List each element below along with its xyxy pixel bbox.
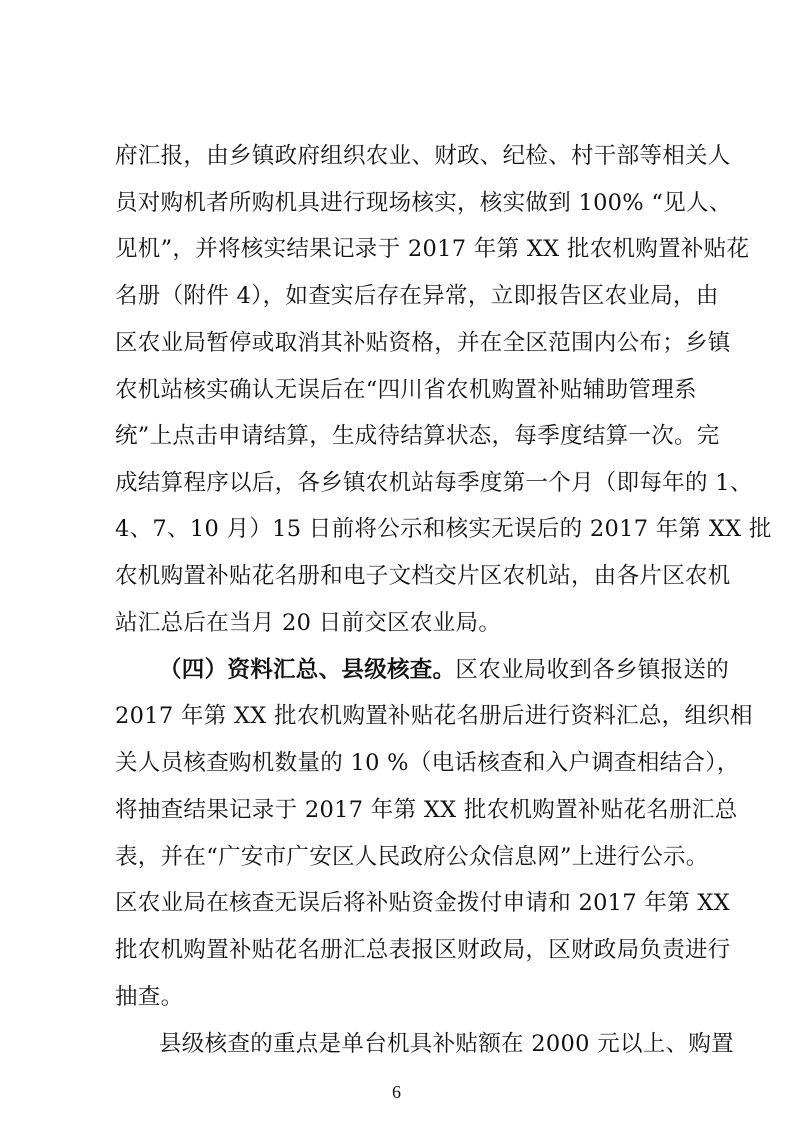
paragraph-1-line-2: 员对购机者所购机具进行现场核实，核实做到 100% “见人、 xyxy=(115,190,732,216)
paragraph-1-line-5: 区农业局暂停或取消其补贴资格，并在全区范围内公布；乡镇 xyxy=(115,330,731,356)
paragraph-2-line-1 xyxy=(159,650,730,690)
paragraph-2-line-7: 批农机购置补贴花名册汇总表报区财政局，区财政局负责进行 xyxy=(115,937,731,963)
paragraph-3-line-1: 县级核查的重点是单台机具补贴额在 2000 元以上、购置 xyxy=(159,1031,734,1057)
paragraph-1-line-6: 农机站核实确认无误后在“四川省农机购置补贴辅助管理系 xyxy=(115,377,697,403)
paragraph-2-line-5: 表，并在“广安市广安区人民政府公众信息网”上进行公示。 xyxy=(115,844,709,870)
paragraph-1-line-3: 见机”，并将核实结果记录于 2017 年第 XX 批农机购置补贴花 xyxy=(115,236,750,262)
paragraph-2-line-2: 2017 年第 XX 批农机购置补贴花名册后进行资料汇总，组织相 xyxy=(115,703,753,729)
paragraph-2-line-4: 将抽查结果记录于 2017 年第 XX 批农机购置补贴花名册汇总 xyxy=(115,797,738,823)
paragraph-1-line-11: 站汇总后在当月 20 日前交区农业局。 xyxy=(115,610,502,636)
paragraph-2-line-8: 抽查。 xyxy=(115,984,184,1010)
paragraph-1-line-10: 农机购置补贴花名册和电子文档交片区农机站，由各片区农机 xyxy=(115,563,731,589)
paragraph-1-line-8: 成结算程序以后，各乡镇农机站每季度第一个月（即每年的 1、 xyxy=(115,470,753,496)
paragraph-1-line-1: 府汇报，由乡镇政府组织农业、财政、纪检、村干部等相关人 xyxy=(115,143,731,169)
page-number: 6 xyxy=(392,1082,401,1102)
paragraph-1-line-9: 4、7、10 月）15 日前将公示和核实无误后的 2017 年第 XX 批 xyxy=(115,516,772,542)
section-heading: （四）资料汇总、县级核查。 xyxy=(159,657,456,683)
paragraph-2-line-3: 关人员核查购机数量的 10 %（电话核查和入户调查相结合）， xyxy=(115,750,740,776)
paragraph-2-line-6: 区农业局在核查无误后将补贴资金拨付申请和 2017 年第 XX xyxy=(115,890,731,916)
paragraph-2-first-line-text: 区农业局收到各乡镇报送的 xyxy=(455,657,730,683)
paragraph-1-line-4: 名册（附件 4），如查实后存在异常，立即报告区农业局，由 xyxy=(115,283,719,309)
paragraph-1-line-7: 统”上点击申请结算，生成待结算状态，每季度结算一次。完 xyxy=(115,423,720,449)
